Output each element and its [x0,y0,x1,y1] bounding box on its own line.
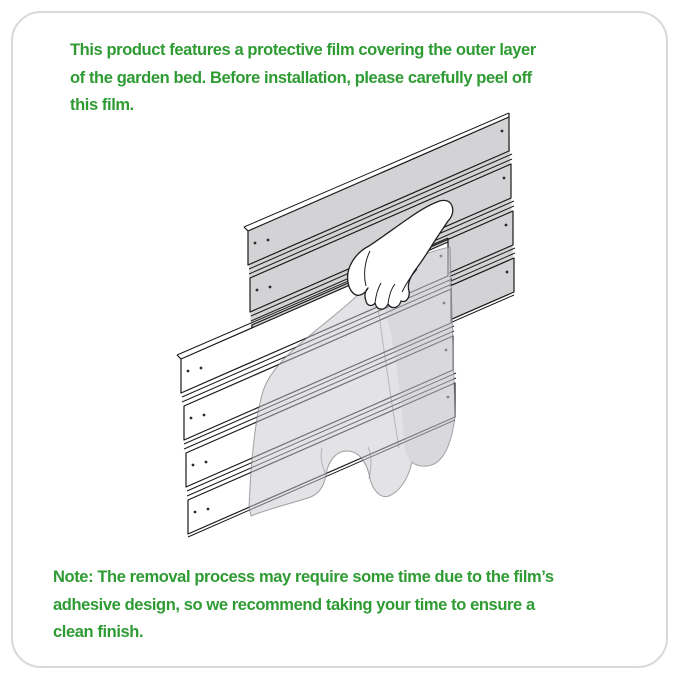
instruction-line: This product features a protective film covering the outer layer [70,41,536,59]
note-line: adhesive design, so we recommend taking your time to ensure a [53,595,535,614]
note-line: clean finish. [53,623,144,641]
note-line: Note: The removal process may require some time due to the film’s [53,568,554,586]
instruction-line: of the garden bed. Before installation, please carefully peel off [70,68,532,87]
bottom-note-text [53,564,554,647]
instruction-line: this film. [70,96,134,114]
